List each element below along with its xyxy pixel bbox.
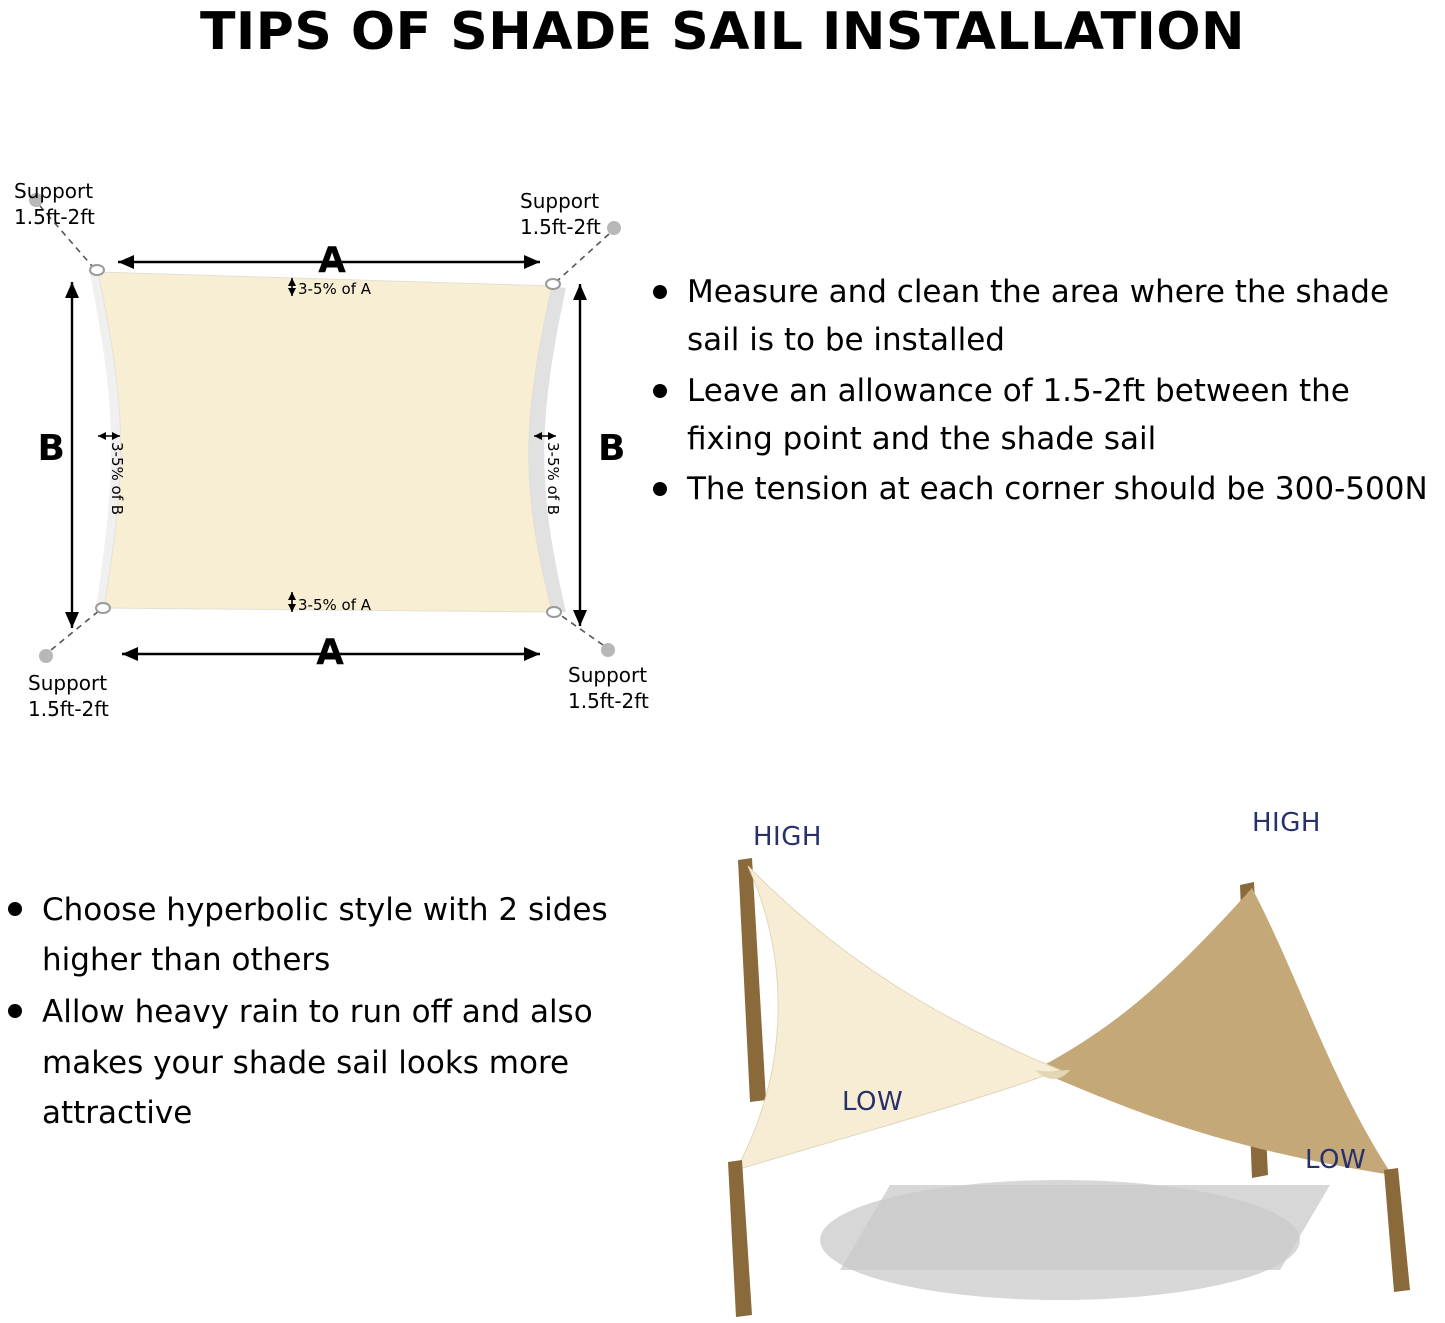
svg-text:B: B [598,428,626,469]
list-item [0,987,620,1138]
post-front-right-low [1384,1168,1410,1292]
list-item-text: Choose hyperbolic style with 2 sides higher than others [42,892,608,979]
list-item-text: Leave an allowance of 1.5-2ft between the fixing point and the shade sail [687,372,1350,458]
shade-sail-measurement-diagram [0,160,660,720]
support-label-bottom-left-line2: 1.5ft-2ft [28,697,109,720]
svg-text:3-5% of A: 3-5% of A [298,596,372,614]
list-item [645,268,1445,365]
list-item [0,885,620,985]
support-label-top-left-line1: Support [14,179,94,203]
support-dot-bottom-right [601,643,615,657]
support-label-top-right-line1: Support [520,189,600,213]
label-low-right: LOW [1305,1145,1367,1175]
bullet-dot-icon [8,902,22,916]
bullet-dot-icon [653,482,667,496]
svg-text:3-5% of B: 3-5% of B [544,442,562,516]
list-item-text: Allow heavy rain to run off and also makes your shade sail looks more attractive [42,994,593,1131]
label-high-left: HIGH [753,822,822,852]
svg-text:3-5% of A: 3-5% of A [298,280,372,298]
support-label-bottom-right-line2: 1.5ft-2ft [568,689,649,713]
tips-list-right [645,268,1445,516]
page-title: TIPS OF SHADE SAIL INSTALLATION [199,2,1246,62]
sail-light [736,866,1060,1170]
list-item-text: Measure and clean the area where the shade sail is to be installed [687,274,1390,359]
support-label-top-left-line2: 1.5ft-2ft [14,205,95,229]
list-item [645,465,1445,513]
sail-dark [1035,888,1392,1175]
list-item-text: The tension at each corner should be 300-500N [687,471,1428,508]
list-item [645,367,1445,464]
tips-list-left [0,885,620,1140]
support-dot-bottom-left [39,649,53,663]
bullet-dot-icon [653,384,667,398]
hyperbolic-shade-sail-illustration [640,770,1445,1319]
svg-text:3-5% of B: 3-5% of B [108,442,126,516]
svg-text:B: B [37,428,65,469]
bullet-dot-icon [8,1004,22,1018]
sail-shape [98,272,552,612]
support-label-bottom-left-line1: Support [28,671,108,695]
label-high-right: HIGH [1252,808,1321,838]
support-label-top-right-line2: 1.5ft-2ft [520,215,601,239]
svg-text:A: A [318,240,346,281]
bullet-dot-icon [653,285,667,299]
label-low-left: LOW [842,1087,904,1117]
support-dot-top-right [607,221,621,235]
support-label-bottom-right-line1: Support [568,663,648,687]
post-front-left-low [728,1160,752,1317]
svg-text:A: A [316,632,344,673]
